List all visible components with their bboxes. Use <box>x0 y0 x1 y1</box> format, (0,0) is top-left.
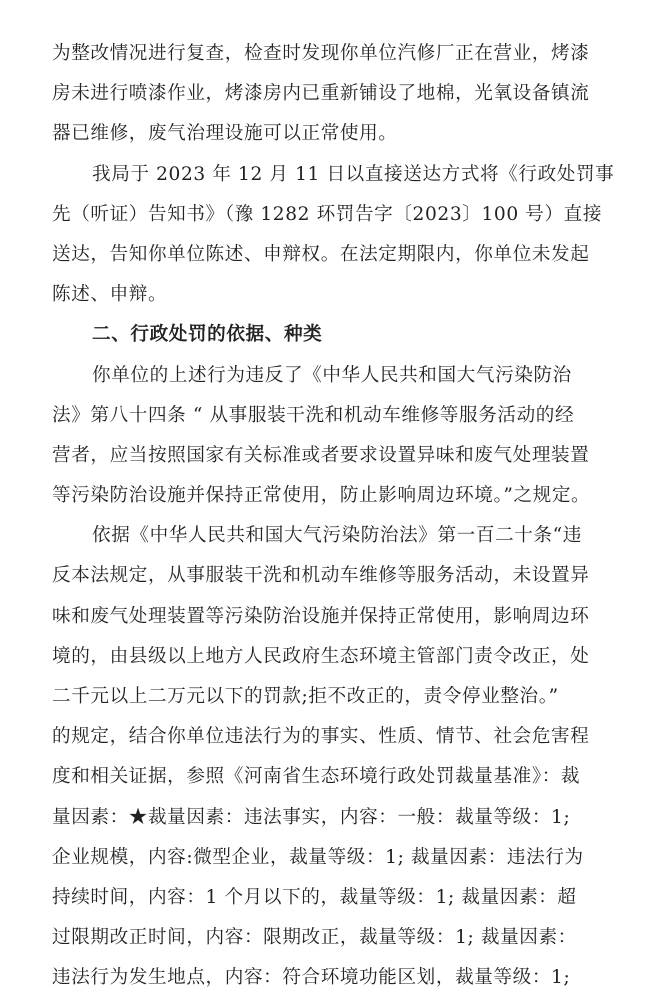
paragraph-start-line: 依据《中华人民共和国大气污染防治法》第一百二十条“违 <box>92 525 582 547</box>
text-line: 持续时间，内容：1 个月以下的，裁量等级：1; 裁量因素：超 <box>52 886 577 908</box>
text-line: 二千元以上二万元以下的罚款;拒不改正的，责令停业整治。” <box>52 686 559 707</box>
text-line: 企业规模，内容:微型企业，裁量等级：1; 裁量因素：违法行为 <box>52 846 584 868</box>
section-heading: 二、行政处罚的依据、种类 <box>92 324 323 346</box>
text-line: 器已维修，废气治理设施可以正常使用。 <box>52 123 398 145</box>
text-line: 过限期改正时间，内容：限期改正，裁量等级：1; 裁量因素： <box>52 927 577 949</box>
paragraph-start-line: 我局于 2023 年 12 月 11 日以直接送达方式将《行政处罚事 <box>92 163 615 185</box>
text-line: 反本法规定，从事服装干洗和机动车维修等服务活动，未设置异 <box>52 565 590 587</box>
text-line: 的规定，结合你单位违法行为的事实、性质、情节、社会危害程 <box>52 726 590 748</box>
text-line: 度和相关证据，参照《河南省生态环境行政处罚裁量基准》：裁 <box>52 766 581 788</box>
text-line: 先（听证）告知书》（豫 1282 环罚告字〔2023〕100 号）直接 <box>52 203 603 225</box>
text-line: 送达，告知你单位陈述、申辩权。在法定期限内，你单位未发起 <box>52 243 590 265</box>
text-line: 量因素：★裁量因素：违法事实，内容：一般：裁量等级：1; <box>52 806 571 828</box>
text-line: 味和废气处理装置等污染防治设施并保持正常使用，影响周边环 <box>52 605 590 627</box>
text-line: 为整改情况进行复查，检查时发现你单位汽修厂正在营业，烤漆 <box>52 43 590 64</box>
text-line: 境的，由县级以上地方人民政府生态环境主管部门责令改正，处 <box>52 645 590 667</box>
text-line: 营者，应当按照国家有关标准或者要求设置异味和废气处理装置 <box>52 444 590 466</box>
text-line: 等污染防治设施并保持正常使用，防止影响周边环境。”之规定。 <box>52 485 591 507</box>
text-line: 陈述、申辩。 <box>52 284 168 306</box>
text-line: 法》第八十四条 “ 从事服装干洗和机动车维修等服务活动的经 <box>52 404 575 426</box>
paragraph-start-line: 你单位的上述行为违反了《中华人民共和国大气污染防治 <box>92 364 572 386</box>
text-line: 违法行为发生地点，内容：符合环境功能区划，裁量等级：1; <box>52 967 571 989</box>
text-line: 房未进行喷漆作业，烤漆房内已重新铺设了地棉，光氧设备镇流 <box>52 83 590 105</box>
